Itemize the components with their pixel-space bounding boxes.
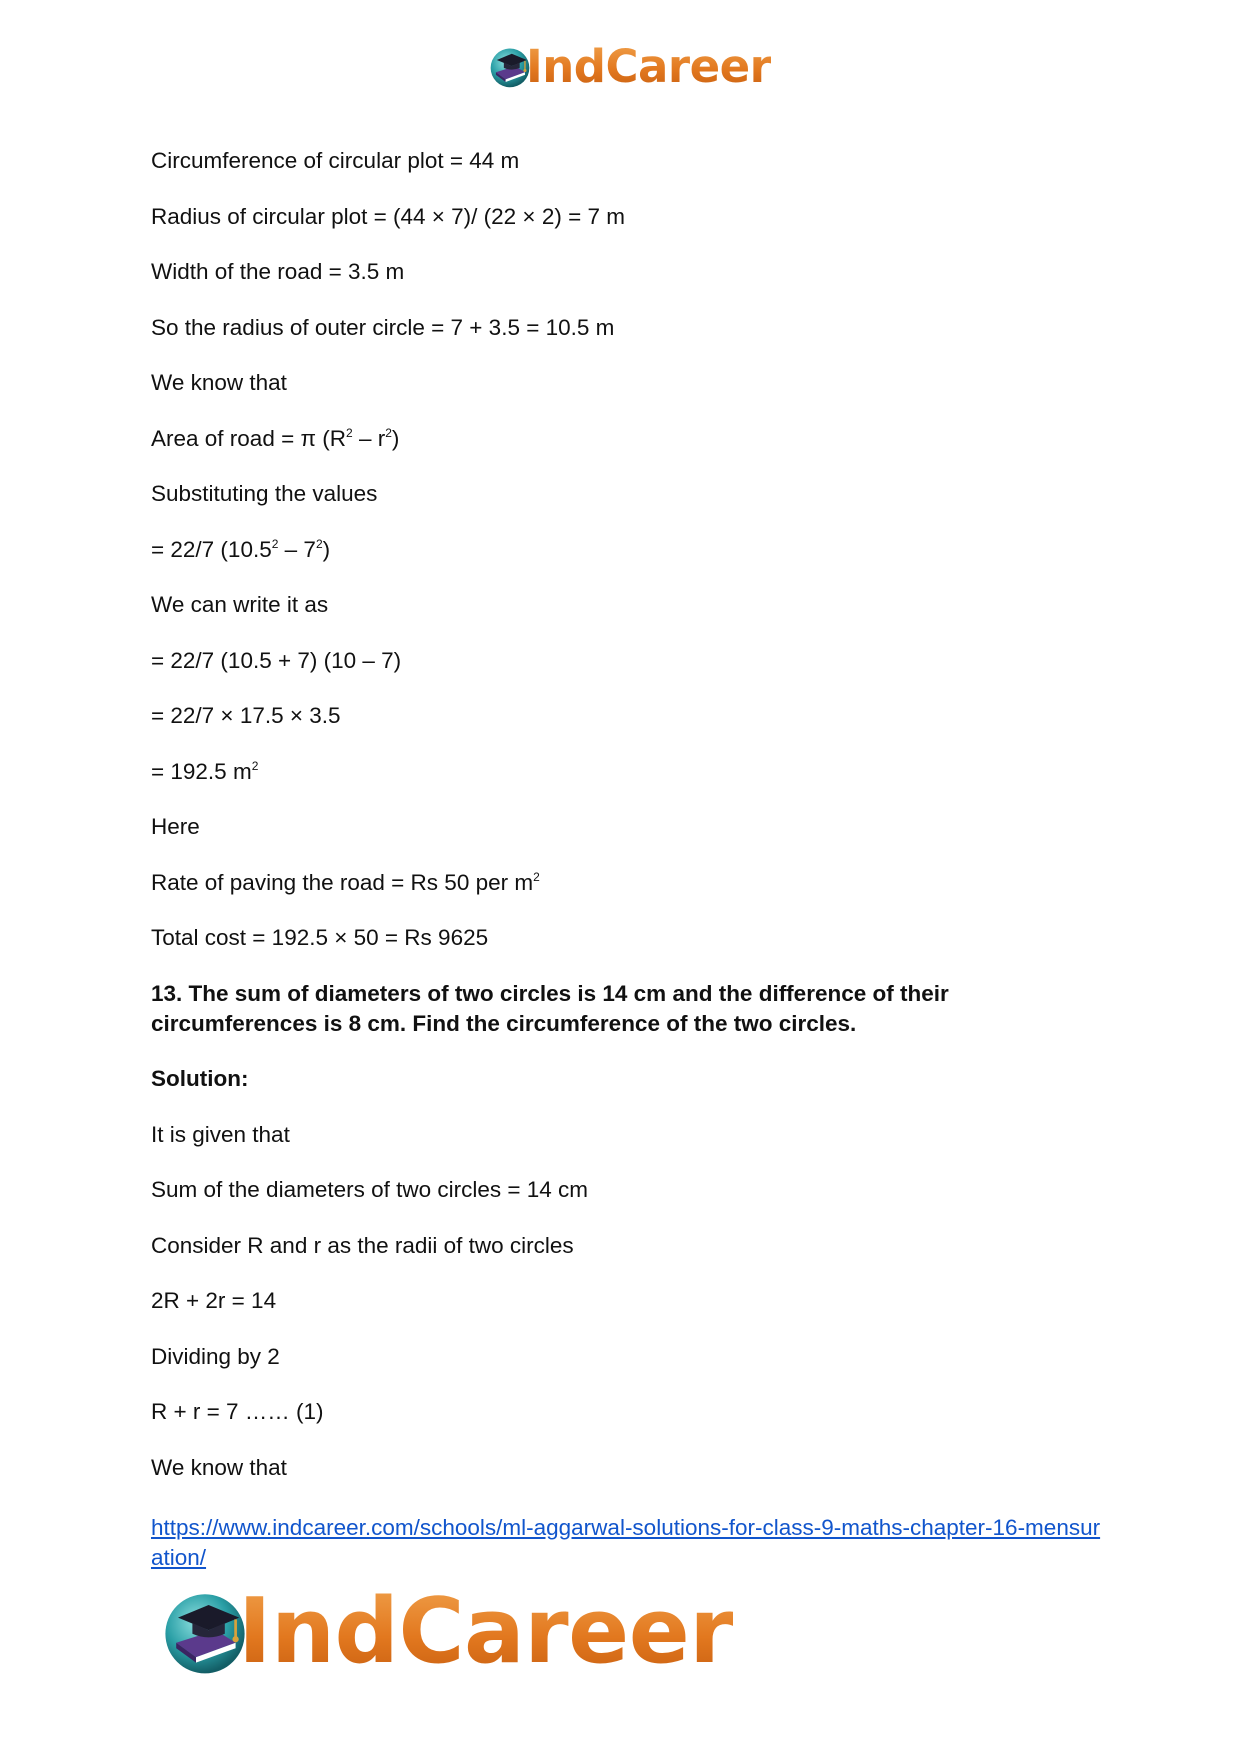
text-line: Radius of circular plot = (44 × 7)/ (22 × 2) = 7 m — [151, 203, 625, 229]
brand-name: IndCareer — [238, 1579, 734, 1684]
text-line: Dividing by 2 — [151, 1343, 280, 1369]
text-line: We can write it as — [151, 592, 329, 617]
text-line: It is given that — [151, 1121, 290, 1147]
area-result: = 192.5 $m^2$ — [151, 758, 259, 784]
footer-logo — [160, 1579, 734, 1684]
text-line: Circumference of circular plot = 44 m — [151, 148, 520, 173]
area-formula: Area of road = π $(R^2 - r^2)$ — [151, 425, 400, 451]
footer-url-link[interactable]: https://www.indcareer.com/schools/ml-aggarwal-solutions-for-class-9-maths-chapter-16-mensuration/ — [151, 1515, 1101, 1570]
solution-content — [151, 146, 1101, 1508]
text-line: Here — [151, 814, 200, 839]
text-line: We know that — [151, 370, 287, 395]
solution-label: Solution: — [151, 1066, 249, 1091]
substitution-formula: = 22/7 $(10.5^2 - 7^2)$ — [151, 536, 331, 562]
text-line: R + r = 7 …… (1) — [151, 1399, 324, 1424]
text-line: Total cost = 192.5 × 50 = Rs 9625 — [151, 925, 489, 950]
text-line: So the radius of outer circle = 7 + 3.5 = 10.5 m — [151, 314, 615, 340]
text-line: = 22/7 (10.5 + 7) (10 – 7) — [151, 647, 402, 673]
text-line: Sum of the diameters of two circles = 14 cm — [151, 1177, 589, 1202]
header-logo — [488, 42, 771, 92]
graduation-cap-book-icon — [160, 1587, 250, 1677]
text-line: Width of the road = 3.5 m — [151, 259, 405, 284]
text-line: Substituting the values — [151, 481, 378, 506]
question-13: 13. The sum of diameters of two circles is 14 cm and the difference of their circumferences is 8 cm. Find the circumference of the two circles. — [151, 980, 949, 1036]
text-line: We know that — [151, 1454, 287, 1480]
brand-name: IndCareer — [526, 40, 772, 93]
text-line: 2R + 2r = 14 — [151, 1288, 277, 1313]
text-line: = 22/7 × 17.5 × 3.5 — [151, 703, 341, 728]
rate-line: Rate of paving the road = Rs 50 per $m^2$ — [151, 869, 540, 895]
text-line: Consider R and r as the radii of two circles — [151, 1232, 574, 1258]
